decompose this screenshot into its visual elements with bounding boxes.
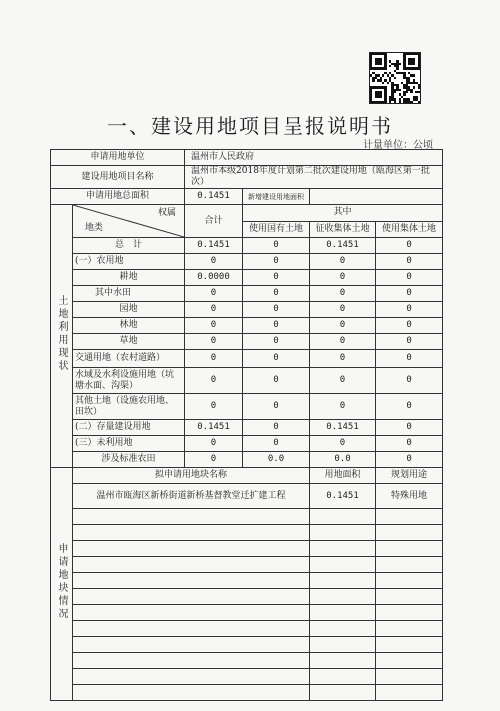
plot-area-empty — [310, 653, 376, 669]
landuse-row-label: (三）未利用地 — [73, 436, 185, 452]
page-title: 一、建设用地项目呈报说明书 — [107, 114, 393, 138]
diag-header-cell — [73, 205, 185, 238]
qr-module — [384, 101, 386, 103]
landuse-row-label: (一）农用地 — [73, 254, 185, 270]
landuse-cell-collect: 0 — [310, 394, 376, 420]
diag-left-label: 地类 — [85, 223, 104, 233]
landuse-cell-state: 0 — [243, 318, 310, 334]
col-state-header: 使用国有土地 — [243, 221, 310, 238]
plot-row-empty — [51, 605, 443, 621]
new-area-value — [310, 189, 443, 205]
landuse-row-label: (二）存量建设用地 — [73, 420, 185, 436]
diag-right-label: 权属 — [158, 208, 177, 218]
qr-module — [410, 91, 412, 93]
landuse-cell-collect: 0 — [310, 350, 376, 368]
qr-module — [387, 82, 389, 84]
landuse-cell-state: 0 — [243, 436, 310, 452]
qr-module — [413, 63, 415, 65]
qr-code — [369, 52, 421, 104]
plot-purpose-empty — [376, 589, 443, 605]
landuse-cell-use: 0 — [376, 452, 443, 468]
plot-row-empty — [51, 525, 443, 541]
landuse-cell-total: 0 — [185, 334, 243, 350]
plot-area-empty — [310, 509, 376, 525]
landuse-row — [51, 286, 443, 302]
landuse-cell-total: 0 — [185, 368, 243, 394]
landuse-cell-total: 0.1451 — [185, 238, 243, 254]
landuse-cell-use: 0 — [376, 436, 443, 452]
report-table — [50, 149, 443, 701]
row-project — [51, 166, 443, 189]
plot-name-empty — [73, 669, 310, 685]
plot-purpose-empty — [376, 685, 443, 701]
landuse-row — [51, 394, 443, 420]
landuse-cell-total: 0 — [185, 286, 243, 302]
landuse-cell-total: 0 — [185, 350, 243, 368]
plot-purpose-empty — [376, 525, 443, 541]
landuse-cell-use: 0 — [376, 238, 443, 254]
landuse-cell-use: 0 — [376, 334, 443, 350]
landuse-row — [51, 254, 443, 270]
landuse-cell-state: 0 — [243, 350, 310, 368]
qr-module — [399, 89, 401, 91]
landuse-cell-state: 0 — [243, 368, 310, 394]
plot-row-empty — [51, 621, 443, 637]
landuse-cell-use: 0 — [376, 254, 443, 270]
plot-name: 温州市瓯海区新桥街道新桥基督教堂迁扩建工程 — [73, 484, 310, 509]
plot-row-empty — [51, 589, 443, 605]
landuse-cell-collect: 0 — [310, 334, 376, 350]
landuse-cell-total: 0 — [185, 452, 243, 468]
plot-name-empty — [73, 525, 310, 541]
plot-name-empty — [73, 621, 310, 637]
plot-row-empty — [51, 541, 443, 557]
plot-row — [51, 484, 443, 509]
col-collect-header: 征收集体土地 — [310, 221, 376, 238]
unit-label: 计量单位：公顷 — [363, 140, 433, 151]
plot-name-empty — [73, 589, 310, 605]
landuse-cell-total: 0 — [185, 394, 243, 420]
plots-col-purpose: 规划用途 — [376, 468, 443, 484]
plot-row-empty — [51, 557, 443, 573]
row-total-area — [51, 189, 443, 205]
plot-row-empty — [51, 509, 443, 525]
landuse-row — [51, 334, 443, 350]
plot-name-empty — [73, 637, 310, 653]
plot-purpose-empty — [376, 669, 443, 685]
plot-name-empty — [73, 573, 310, 589]
qr-module — [396, 67, 398, 69]
total-area-label: 申请用地总面积 — [51, 189, 185, 205]
col-use-collect-header: 使用集体土地 — [376, 221, 443, 238]
plots-side-label: 申请地块情况 — [51, 468, 73, 701]
landuse-cell-collect: 0 — [310, 286, 376, 302]
landuse-row-label: 草地 — [73, 334, 185, 350]
landuse-cell-total: 0 — [185, 254, 243, 270]
landuse-cell-use: 0 — [376, 302, 443, 318]
landuse-cell-total: 0 — [185, 436, 243, 452]
plots-col-area: 用地面积 — [310, 468, 376, 484]
landuse-cell-collect: 0 — [310, 318, 376, 334]
plot-area-empty — [310, 621, 376, 637]
plot-area-empty — [310, 589, 376, 605]
plot-name-empty — [73, 541, 310, 557]
new-area-label: 新增建设用地面积 — [243, 189, 310, 205]
qr-module — [394, 77, 396, 79]
landuse-cell-collect: 0 — [310, 254, 376, 270]
plot-area-empty — [310, 525, 376, 541]
landuse-side-label: 土地利用现状 — [51, 205, 73, 468]
landuse-cell-collect: 0 — [310, 302, 376, 318]
col-group-header: 其中 — [243, 205, 443, 222]
qr-module — [394, 91, 396, 93]
qr-module — [389, 101, 391, 103]
qr-module — [418, 91, 420, 93]
qr-module — [418, 86, 420, 88]
plot-name-empty — [73, 605, 310, 621]
landuse-cell-state: 0 — [243, 394, 310, 420]
landuse-cell-total: 0 — [185, 318, 243, 334]
landuse-row-label: 涉及标准农田 — [73, 452, 185, 468]
plot-name-empty — [73, 557, 310, 573]
landuse-row — [51, 436, 443, 452]
landuse-cell-state: 0 — [243, 302, 310, 318]
landuse-cell-state: 0 — [243, 238, 310, 254]
landuse-cell-state: 0 — [243, 254, 310, 270]
applicant-value: 温州市人民政府 — [185, 150, 443, 166]
qr-module — [389, 65, 391, 67]
plot-area-empty — [310, 669, 376, 685]
landuse-cell-state: 0 — [243, 420, 310, 436]
landuse-row-label: 交通用地（农村道路） — [73, 350, 185, 368]
landuse-row — [51, 270, 443, 286]
plot-purpose: 特殊用地 — [376, 484, 443, 509]
plot-row-empty — [51, 653, 443, 669]
landuse-cell-collect: 0.1451 — [310, 420, 376, 436]
qr-module — [399, 101, 401, 103]
plot-purpose-empty — [376, 637, 443, 653]
landuse-row-label: 其中水田 — [73, 286, 185, 302]
qr-module — [406, 91, 408, 93]
qr-module — [418, 67, 420, 69]
plot-area-empty — [310, 605, 376, 621]
plot-name-empty — [73, 685, 310, 701]
landuse-row — [51, 238, 443, 254]
plot-purpose-empty — [376, 541, 443, 557]
landuse-cell-collect: 0.1451 — [310, 238, 376, 254]
landuse-cell-use: 0 — [376, 270, 443, 286]
qr-module — [410, 101, 412, 103]
plot-name-empty — [73, 653, 310, 669]
plot-row-empty — [51, 573, 443, 589]
plot-purpose-empty — [376, 573, 443, 589]
plot-area-empty — [310, 541, 376, 557]
landuse-row — [51, 302, 443, 318]
qr-module — [384, 67, 386, 69]
plot-area-empty — [310, 557, 376, 573]
plot-area-empty — [310, 637, 376, 653]
landuse-cell-total: 0.1451 — [185, 420, 243, 436]
qr-module — [399, 63, 401, 65]
plot-area: 0.1451 — [310, 484, 376, 509]
landuse-row-label: 林地 — [73, 318, 185, 334]
qr-module — [382, 82, 384, 84]
row-applicant — [51, 150, 443, 166]
plot-row-empty — [51, 685, 443, 701]
plot-row-empty — [51, 637, 443, 653]
project-value: 温州市本级2018年度计划第二批次建设用地（瓯海区第一批次） — [185, 166, 443, 189]
project-label: 建设用地项目名称 — [51, 166, 185, 189]
plots-header-row — [51, 468, 443, 484]
plot-purpose-empty — [376, 509, 443, 525]
landuse-cell-state: 0 — [243, 286, 310, 302]
landuse-cell-collect: 0 — [310, 368, 376, 394]
landuse-cell-state: 0.0 — [243, 452, 310, 468]
plot-purpose-empty — [376, 557, 443, 573]
qr-module — [394, 101, 396, 103]
plot-area-empty — [310, 685, 376, 701]
row-landuse-head-1 — [51, 205, 443, 222]
landuse-cell-total: 0 — [185, 302, 243, 318]
landuse-cell-use: 0 — [376, 394, 443, 420]
landuse-cell-use: 0 — [376, 368, 443, 394]
landuse-row — [51, 420, 443, 436]
landuse-cell-collect: 0.0 — [310, 452, 376, 468]
qr-module — [380, 96, 382, 98]
landuse-cell-state: 0 — [243, 334, 310, 350]
landuse-row-label: 水域及水利设施用地（坑塘水面、沟渠） — [73, 368, 185, 394]
landuse-row — [51, 318, 443, 334]
plots-col-name: 拟申请用地块名称 — [73, 468, 310, 484]
plot-row-empty — [51, 669, 443, 685]
plot-name-empty — [73, 509, 310, 525]
landuse-row-label: 其他土地（设施农用地、田坎） — [73, 394, 185, 420]
qr-module — [413, 86, 415, 88]
landuse-row — [51, 368, 443, 394]
qr-module — [380, 63, 382, 65]
qr-module — [382, 74, 384, 76]
landuse-cell-use: 0 — [376, 318, 443, 334]
plot-purpose-empty — [376, 653, 443, 669]
plot-purpose-empty — [376, 621, 443, 637]
plot-purpose-empty — [376, 605, 443, 621]
qr-module — [372, 79, 374, 81]
landuse-cell-collect: 0 — [310, 270, 376, 286]
landuse-cell-use: 0 — [376, 420, 443, 436]
total-area-value: 0.1451 — [185, 189, 243, 205]
col-total-header: 合计 — [185, 205, 243, 238]
landuse-row-label: 总 计 — [73, 238, 185, 254]
landuse-row-label: 园地 — [73, 302, 185, 318]
qr-module — [403, 93, 405, 95]
qr-module — [418, 101, 420, 103]
qr-module — [413, 74, 415, 76]
landuse-row — [51, 452, 443, 468]
applicant-label: 申请用地单位 — [51, 150, 185, 166]
landuse-row — [51, 350, 443, 368]
landuse-cell-use: 0 — [376, 350, 443, 368]
plot-area-empty — [310, 573, 376, 589]
landuse-row-label: 耕地 — [73, 270, 185, 286]
landuse-cell-collect: 0 — [310, 436, 376, 452]
landuse-cell-use: 0 — [376, 286, 443, 302]
landuse-cell-total: 0.0000 — [185, 270, 243, 286]
landuse-cell-state: 0 — [243, 270, 310, 286]
